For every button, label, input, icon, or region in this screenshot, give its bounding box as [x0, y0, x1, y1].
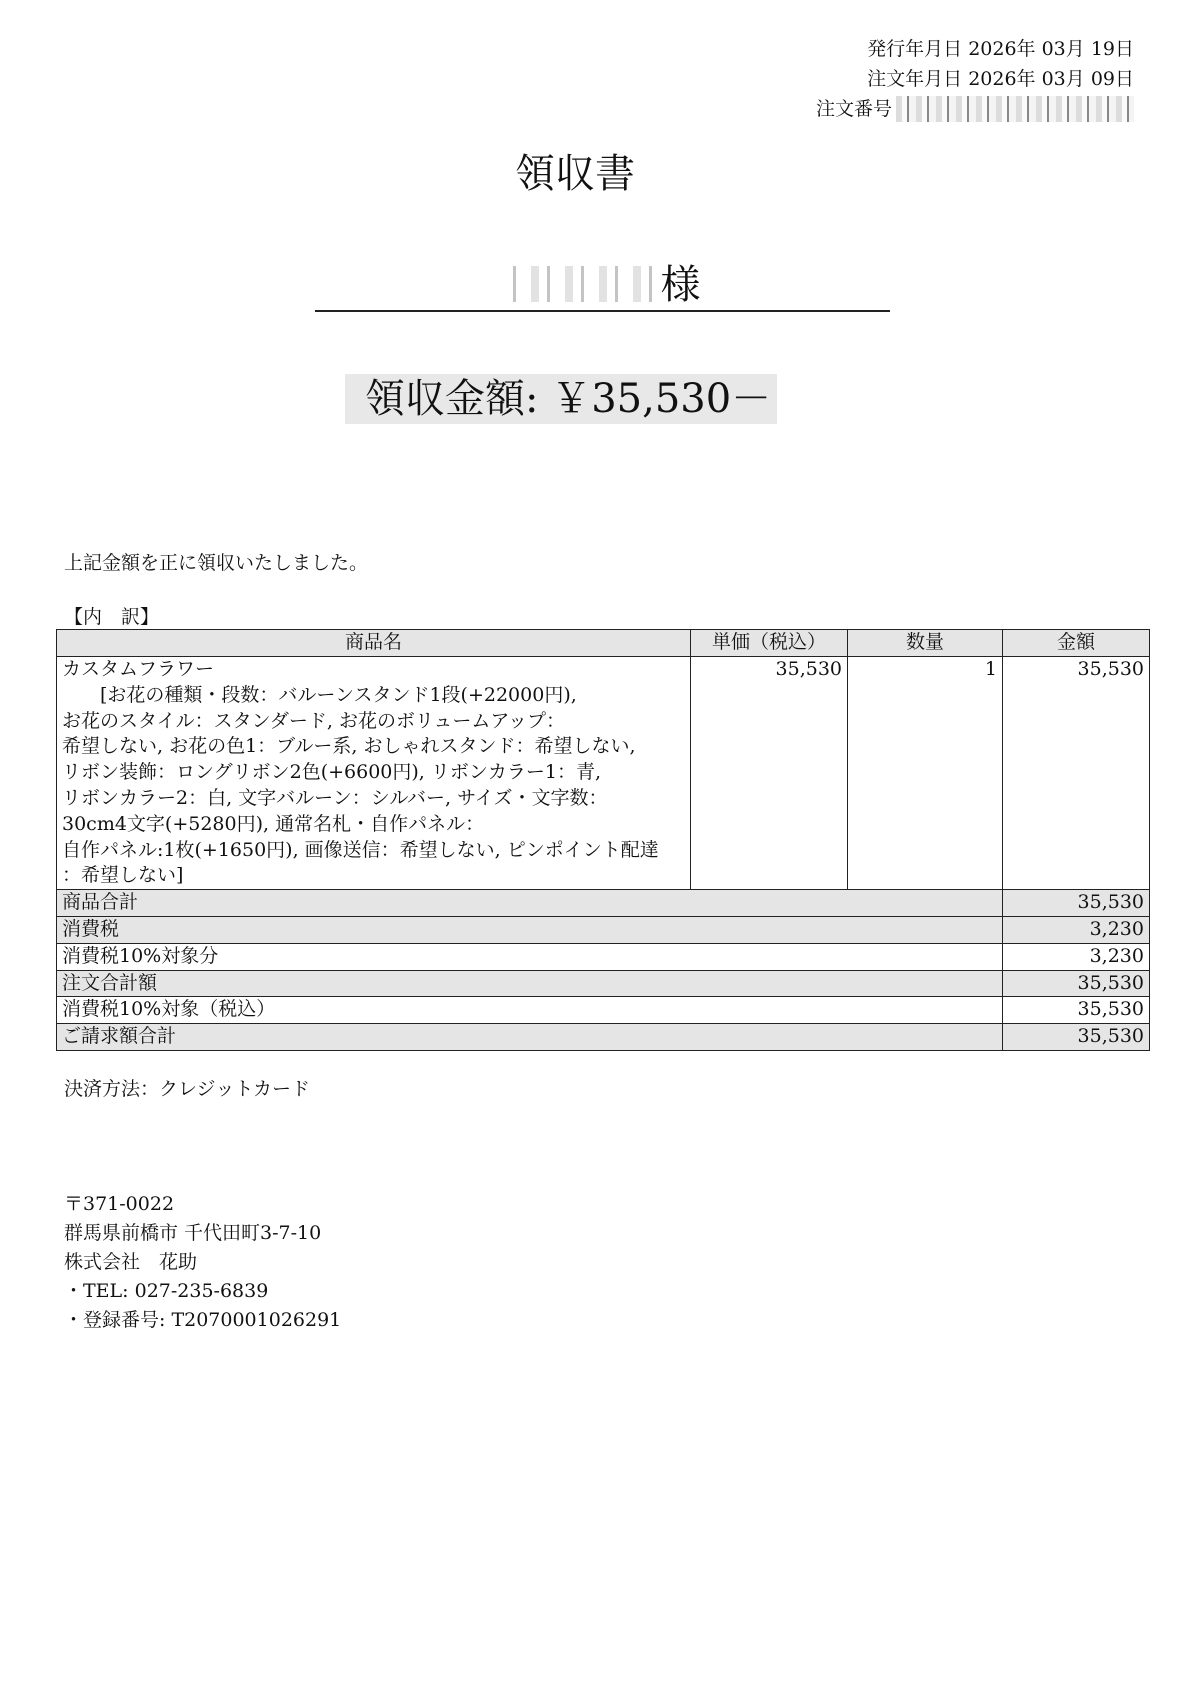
received-amount-value: ￥35,530－ — [551, 376, 772, 422]
summary-row-subtotal — [57, 890, 1150, 917]
summary-value: 35,530 — [1003, 890, 1150, 917]
quantity-cell: 1 — [848, 657, 1003, 890]
summary-label: 消費税 — [57, 916, 1003, 943]
addressee-name-redacted — [505, 266, 657, 302]
summary-row-billed-total — [57, 1024, 1150, 1051]
payment-method: 決済方法：クレジットカード — [64, 1078, 310, 1100]
summary-value: 35,530 — [1003, 1024, 1150, 1051]
order-date-label: 注文年月日 — [867, 68, 963, 90]
summary-label: 注文合計額 — [57, 970, 1003, 997]
product-option-line: お花のスタイル：スタンダード, お花のボリュームアップ： — [62, 709, 566, 732]
company-tel: ・TEL: 027-235-6839 — [64, 1280, 269, 1302]
company-block — [64, 1190, 341, 1335]
summary-value: 3,230 — [1003, 916, 1150, 943]
summary-row-tax-10-portion — [57, 943, 1150, 970]
product-cell — [57, 657, 691, 890]
addressee-suffix: 様 — [660, 262, 701, 308]
summary-label: 商品合計 — [57, 890, 1003, 917]
product-option-line: 希望しない, お花の色1：ブルー系, おしゃれスタンド：希望しない, — [62, 735, 636, 758]
col-header-quantity: 数量 — [848, 630, 1003, 657]
order-date-value: 2026年 03月 09日 — [968, 68, 1134, 90]
issue-date — [867, 34, 1134, 64]
company-postal-code: 〒371-0022 — [64, 1193, 175, 1215]
summary-label: 消費税10%対象分 — [57, 943, 1003, 970]
product-option-line: リボン装飾：ロングリボン2色(+6600円), リボンカラー1：青, — [62, 761, 602, 784]
col-header-product: 商品名 — [57, 630, 691, 657]
table-row — [57, 657, 1150, 890]
unit-price-cell: 35,530 — [691, 657, 848, 890]
summary-label: 消費税10%対象（税込） — [57, 997, 1003, 1024]
col-header-unit-price: 単価（税込） — [691, 630, 848, 657]
product-option-line: 30cm4文字(+5280円), 通常名札・自作パネル： — [62, 812, 485, 835]
issue-date-label: 発行年月日 — [867, 38, 963, 60]
product-name: カスタムフラワー — [62, 658, 215, 680]
order-date — [867, 64, 1134, 94]
company-name: 株式会社 花助 — [64, 1251, 198, 1273]
received-amount — [345, 374, 777, 424]
company-address: 群馬県前橋市 千代田町3-7-10 — [64, 1222, 322, 1244]
summary-row-order-total — [57, 970, 1150, 997]
document-title: 領収書 — [515, 151, 635, 197]
received-amount-label: 領収金額: — [365, 376, 539, 422]
product-option-line: ：希望しない] — [62, 864, 184, 887]
product-option-line: リボンカラー2：白, 文字バルーン：シルバー, サイズ・文字数： — [62, 786, 608, 809]
breakdown-table — [56, 629, 1150, 1051]
breakdown-heading: 【内 訳】 — [64, 606, 160, 628]
summary-value: 35,530 — [1003, 997, 1150, 1024]
col-header-amount: 金額 — [1003, 630, 1150, 657]
addressee-line — [315, 252, 890, 312]
order-number-label: 注文番号 — [815, 98, 892, 120]
issue-date-value: 2026年 03月 19日 — [968, 38, 1134, 60]
product-option-line: [お花の種類・段数：バルーンスタンド1段(+22000円), — [100, 683, 577, 706]
summary-row-tax-10-inclusive — [57, 997, 1150, 1024]
product-option-line: 自作パネル:1枚(+1650円), 画像送信：希望しない, ピンポイント配達 — [62, 838, 659, 861]
table-header-row — [57, 630, 1150, 657]
summary-value: 3,230 — [1003, 943, 1150, 970]
order-number-redacted — [896, 96, 1134, 122]
amount-cell: 35,530 — [1003, 657, 1150, 890]
receipt-statement: 上記金額を正に領収いたしました。 — [64, 552, 369, 574]
summary-label: ご請求額合計 — [57, 1024, 1003, 1051]
summary-row-tax — [57, 916, 1150, 943]
order-number — [816, 94, 1134, 124]
summary-value: 35,530 — [1003, 970, 1150, 997]
company-registration-number: ・登録番号: T2070001026291 — [64, 1309, 342, 1331]
